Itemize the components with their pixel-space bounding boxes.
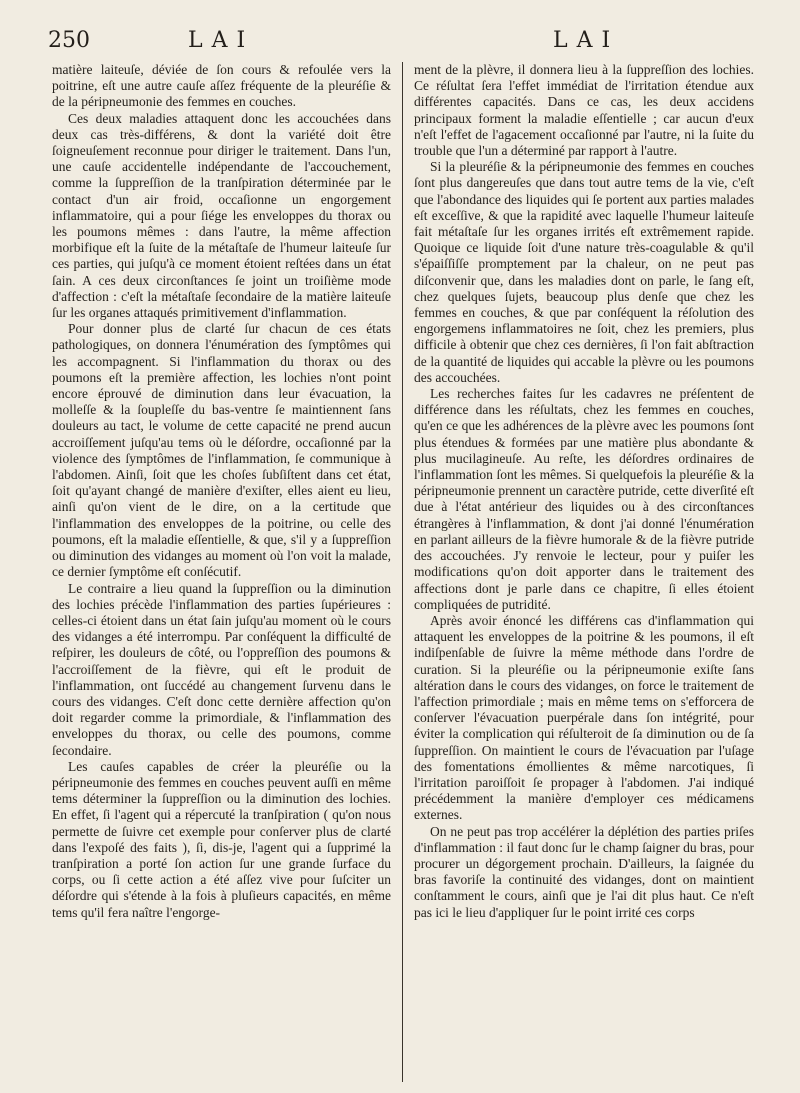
paragraph: matière laiteuſe, déviée de ſon cours & refoulée vers la poitrine, eſt une autre cauſe aſſez fréquente de la pleuréſie & de la péripneumonie des femmes en couches. (52, 62, 391, 110)
running-head-left: LAI (188, 28, 255, 53)
right-column (414, 62, 754, 1086)
page-number: 250 (48, 28, 90, 53)
paragraph: Pour donner plus de clarté ſur chacun de ces états pathologiques, on donnera l'énumération des ſymptômes qui les accompagnent. Si l'inflammation du thorax ou des poumons eſt la première affection, les lochies n'ont point encore éprouvé de diminution dans leur évacuation, la molleſſe & la ſoupleſſe du bas-ventre ſe maintiennent ſans douleurs au tact, le volume de cette capacité ne prend aucun accroiſſement juſqu'au tems où le déſordre, occaſionné par la violence des ſymptômes de l'inflammation, ſe communique à l'abdomen. Ainſi, ſoit que les choſes ſubſiſtent dans cet état, ſoit qu'ayant changé de manière d'exiſter, elles aient eu lieu, ainſi qu'on vient de le dire, on a la certitude que l'inflammation des enveloppes de la poitrine, ou celle des poumons, eſt la maladie eſſentielle, & que, s'il y a ſuppreſſion ou diminution des vidanges au moment où l'on voit la malade, ce dernier ſymptôme eſt conſécutif. (52, 321, 391, 580)
paragraph: Après avoir énoncé les différens cas d'inflammation qui attaquent les enveloppes de la poitrine & les poumons, il eſt indiſpenſable de ſuivre la même méthode dans l'ordre de curation. Si la pleuréſie ou la péripneumonie exiſte ſans altération dans le cours des vidanges, on force le traitement de l'affection primordiale ; mais en même tems on s'efforcera de conſerver l'évacuation puerpérale dans ſon intégrité, pour éviter la complication qui réſulteroit de ſa diminution ou de ſa ſuppreſſion. On maintient le cours de l'évacuation par l'uſage des fomentations émollientes & même narcotiques, ſi l'irritation paroiſſoit ſe propager à l'abdomen. J'ai indiqué précédemment la manière d'employer ces médicamens externes. (414, 612, 754, 823)
left-column (52, 62, 391, 1086)
column-divider (402, 62, 403, 1082)
paragraph: Ces deux maladies attaquent donc les accouchées dans deux cas très-différens, & dont la variété doit être ſoigneuſement reconnue pour diriger le traitement. Dans l'un, une cauſe accidentelle indépendante de l'accouchement, comme la ſuppreſſion de la tranſpiration déterminée par le contact d'un air froid, occaſionne un engorgement inflammatoire, qui a pour ſiége les enveloppes du thorax ou les poumons mêmes : dans l'autre, la même affection morbifique eſt la ſuite de la métaſtaſe de l'humeur laiteuſe ſur ces parties, qui juſqu'à ce moment étoient reſtées dans un état ſain. A ces deux circonſtances ſe joint un troiſième mode d'affection : c'eſt la métaſtaſe ſecondaire de la matière laiteuſe ſur les organes attaqués primitivement d'inflammation. (52, 110, 391, 321)
page-header (0, 26, 800, 60)
paragraph: ment de la plèvre, il donnera lieu à la ſuppreſſion des lochies. Ce réſultat ſera l'effet immédiat de l'irritation étendue aux différentes capacités. Dans ce cas, les deux accidens principaux forment la maladie eſſentielle ; car aucun d'eux n'eſt l'effet de l'agacement occaſionné par l'autre, ni la ſuite du trouble que l'un a déterminé par rapport à l'autre. (414, 62, 754, 159)
paragraph: On ne peut pas trop accélérer la déplétion des parties priſes d'inflammation : il faut donc ſur le champ ſaigner du bras, pour procurer un dégorgement prochain. D'ailleurs, la ſaignée du bras favoriſe la continuité des vidanges, dont on maintient conſtamment le cours, ainſi que je l'ai dit plus haut. Ce n'eſt pas ici le lieu d'appliquer ſur le point irrité ces corps (414, 823, 754, 920)
running-head-right: LAI (553, 28, 620, 53)
paragraph: Le contraire a lieu quand la ſuppreſſion ou la diminution des lochies précède l'inflammation des parties ſupérieures : celles-ci étoient dans un état ſain juſqu'au moment où le cours des vidanges a été interrompu. Par conſéquent la difficulté de reſpirer, les douleurs de côté, ou l'oppreſſion des poumons & l'accroiſſement de la fièvre, qui eſt le produit de l'inflammation, ont ſuccédé au changement ſurvenu dans le cours des vidanges. C'eſt donc cette dernière affection qu'on doit regarder comme la primordiale, & l'inflammation des enveloppes du thorax, ou celle des poumons, comme ſecondaire. (52, 580, 391, 758)
paragraph: Les recherches faites ſur les cadavres ne préſentent de différence dans les réſultats, chez les femmes en couches, qu'en ce que les adhérences de la plèvre avec les poumons ſont plus étendues & formées par une matière plus abondante & plus mucilagineuſe. Au reſte, les déſordres ordinaires de l'inflammation ſont les mêmes. Si quelquefois la pleuréſie & la péripneumonie prennent un caractère putride, cette diverſité eſt due à l'état antérieur des liquides ou à des circonſtances étrangères à l'inflammation, & dont j'ai donné l'énumération en parlant ailleurs de la fièvre humorale & de la fièvre putride des accouchées. J'y renvoie le lecteur, pour y puiſer les modifications qu'on doit apporter dans le traitement des affections dont je parle dans ce chapitre, ſi elles étoient compliquées de putridité. (414, 386, 754, 612)
paragraph: Si la pleuréſie & la péripneumonie des femmes en couches ſont plus dangereuſes que dans tout autre tems de la vie, c'eſt que l'abondance des liquides qui ſe portent aux parties malades eſt exceſſive, & que la rapidité avec laquelle l'humeur laiteuſe fait métaſtaſe ſur les organes irrités eſt extrêmement rapide. Quoique ce liquide ſoit d'une nature très-coagulable & qu'il s'épaiſſiſſe promptement par la chaleur, on ne peut pas diſconvenir que, dans les maladies dont on parle, le ſang eſt, chez quelques ſujets, beaucoup plus denſe que chez les femmes en couches, & que par conſéquent la réſolution des engorgemens inflammatoires ne ſoit, chez les premiers, plus difficile à obtenir que chez ces dernières, ſi l'on fait abſtraction de la quantité de liquides qui accable la plèvre ou les poumons des accouchées. (414, 159, 754, 385)
paragraph: Les cauſes capables de créer la pleuréſie ou la péripneumonie des femmes en couches peuvent auſſi en même tems déterminer la ſuppreſſion ou la diminution des lochies. En effet, ſi l'agent qui a répercuté la tranſpiration ( qu'on nous permette de ſuivre cet exemple pour conſerver plus de clarté dans l'expoſé des faits ), ſi, dis-je, l'agent qui a ſupprimé la tranſpiration a porté ſon action ſur une grande ſurface du corps, ou ſi cette action a été aſſez vive pour ſuſciter un déſordre qui s'étende à la fois à pluſieurs capacités, en même tems qu'il fera naître l'engorge- (52, 758, 391, 920)
